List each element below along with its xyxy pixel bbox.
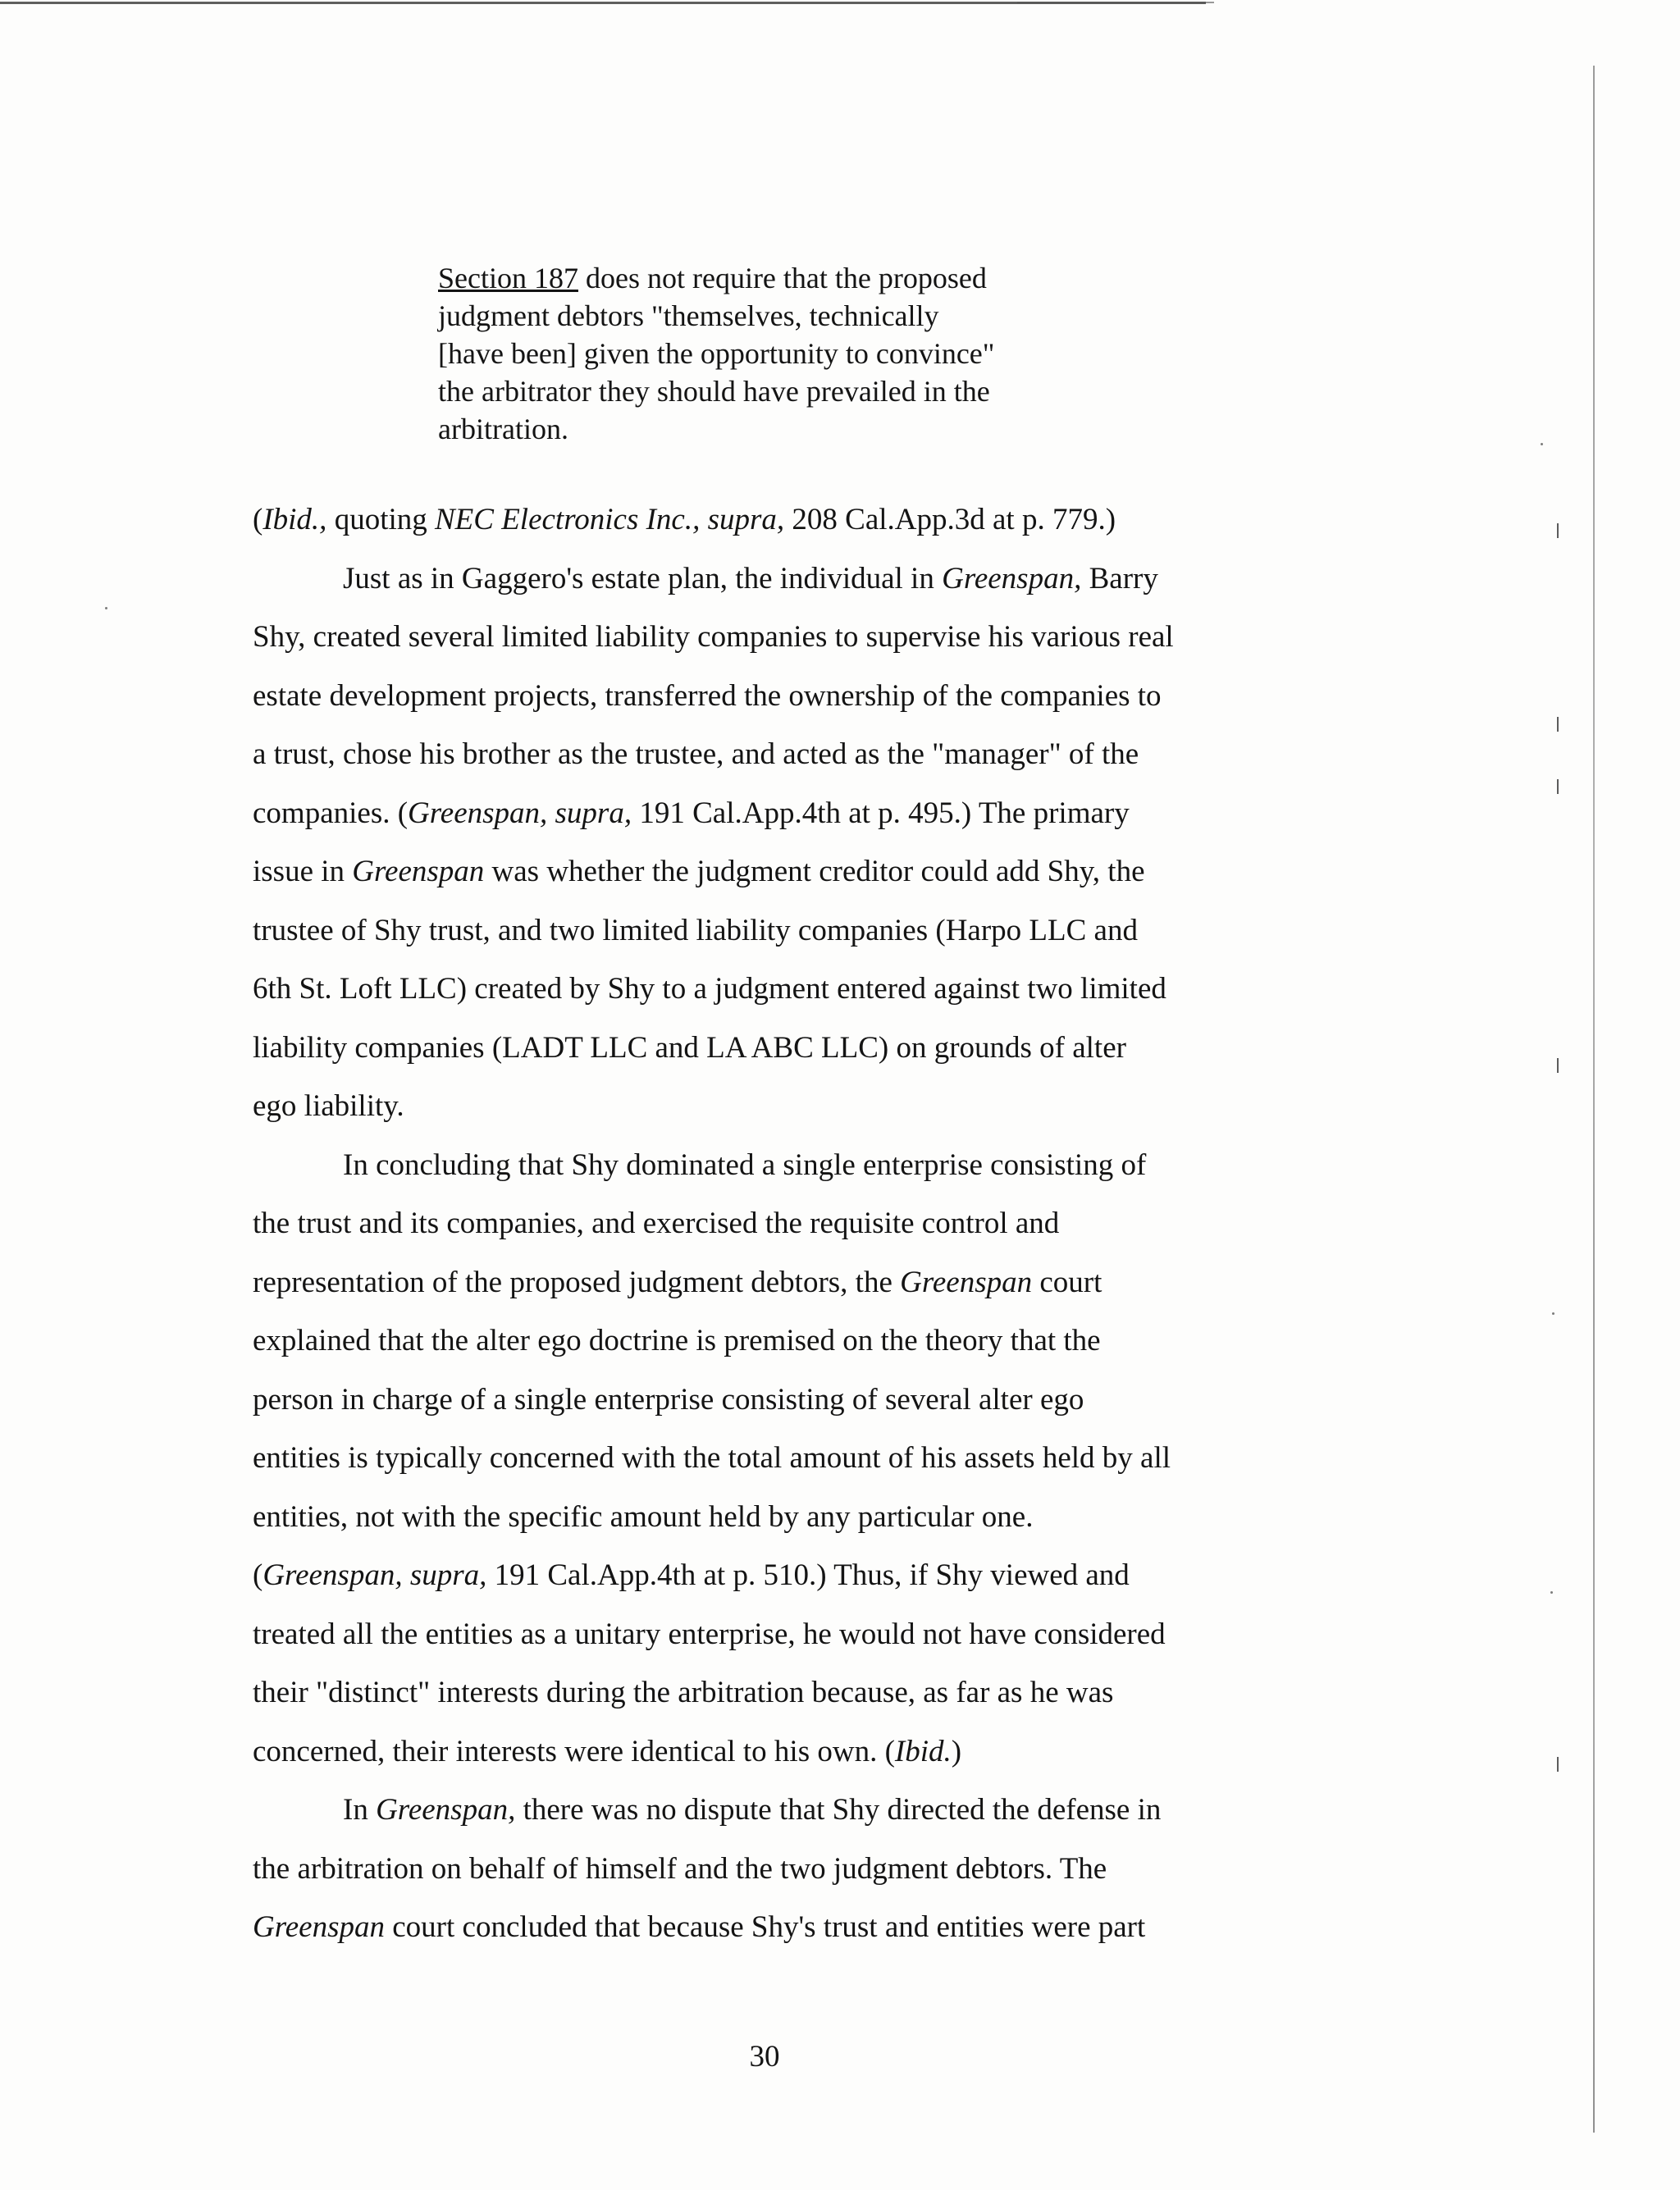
paragraph-line: estate development projects, transferred the ownership of the companies to	[253, 678, 1162, 713]
citation-line	[253, 490, 1319, 550]
scan-mark	[1541, 443, 1543, 445]
text-run: 191 Cal.App.4th at p. 510.) Thus, if Shy viewed and	[486, 1558, 1130, 1592]
paragraph-line: liability companies (LADT LLC and LA ABC LLC) on grounds of alter	[253, 1030, 1126, 1065]
paragraph-line: treated all the entities as a unitary enterprise, he would not have considered	[253, 1617, 1166, 1651]
paragraph-line: the trust and its companies, and exercised the requisite control and	[253, 1207, 1060, 1240]
case-name: NEC Electronics Inc., supra,	[435, 503, 785, 536]
quote-line: arbitration.	[438, 413, 568, 445]
text-run: representation of the proposed judgment debtors, the	[253, 1265, 901, 1299]
text-run: (	[253, 1558, 263, 1592]
page-number: 30	[749, 2040, 780, 2074]
case-name: Greenspan,	[376, 1793, 516, 1827]
text-run: 191 Cal.App.4th at p. 495.) The primary	[632, 796, 1130, 830]
scan-mark	[1557, 779, 1559, 794]
paragraph-line	[253, 1546, 1319, 1605]
statute-reference: Section 187	[438, 262, 578, 294]
scan-edge-line	[1017, 2, 1214, 3]
paragraph-line: ego liability.	[253, 1089, 404, 1123]
scan-mark	[1557, 717, 1559, 732]
paragraph-line: the arbitration on behalf of himself and the two judgment debtors. The	[253, 1851, 1107, 1886]
citation-text: (	[253, 503, 263, 536]
paragraph-line: a trust, chose his brother as the trustee, and acted as the "manager" of the	[253, 737, 1139, 771]
paragraph-line: In concluding that Shy dominated a single enterprise consisting of	[343, 1147, 1147, 1182]
text-run: )	[951, 1734, 962, 1768]
paragraph-line	[253, 1781, 1319, 1840]
text-run: companies. (	[253, 796, 409, 830]
citation-italic: Ibid.	[894, 1734, 952, 1768]
scan-mark	[105, 607, 107, 609]
case-name: Greenspan,	[942, 561, 1082, 595]
text-run: In	[343, 1793, 377, 1827]
case-name: Greenspan	[900, 1265, 1033, 1299]
quote-line: the arbitrator they should have prevailed in the	[438, 375, 990, 408]
quote-text: does not require that the proposed	[578, 262, 987, 294]
text-run: concerned, their interests were identical to his own. (	[253, 1734, 895, 1768]
paragraph-line: Shy, created several limited liability companies to supervise his various real	[253, 620, 1174, 654]
citation-italic: Ibid.,	[262, 503, 327, 536]
quote-line: [have been] given the opportunity to convince"	[438, 337, 995, 370]
scan-mark	[1557, 1058, 1559, 1073]
quote-line	[438, 259, 1094, 297]
text-run: there was no dispute that Shy directed the defense in	[515, 1793, 1162, 1827]
paragraph-line: entities, not with the specific amount held by any particular one.	[253, 1499, 1034, 1534]
citation-text: quoting	[326, 503, 435, 536]
body-text	[253, 490, 1319, 1957]
paragraph-line: person in charge of a single enterprise consisting of several alter ego	[253, 1382, 1084, 1417]
paragraph-line: 6th St. Loft LLC) created by Shy to a judgment entered against two limited	[253, 972, 1166, 1006]
text-run: Just as in Gaggero's estate plan, the individual in	[343, 561, 943, 595]
text-run: issue in	[253, 855, 353, 888]
paragraph-line	[253, 1898, 1319, 1957]
paragraph-line	[253, 842, 1319, 901]
paragraph-line: explained that the alter ego doctrine is premised on the theory that the	[253, 1324, 1101, 1357]
paragraph-line: their "distinct" interests during the arbitration because, as far as he was	[253, 1676, 1114, 1709]
paragraph-line: trustee of Shy trust, and two limited liability companies (Harpo LLC and	[253, 913, 1138, 947]
scan-mark	[1557, 523, 1559, 538]
text-run: was whether the judgment creditor could add Shy, the	[484, 855, 1145, 888]
case-name: Greenspan	[253, 1910, 385, 1944]
case-name: Greenspan	[352, 855, 485, 888]
quote-line: judgment debtors "themselves, technically	[438, 299, 939, 332]
scan-mark	[1550, 1591, 1553, 1594]
citation-text: 208 Cal.App.3d at p. 779.)	[784, 503, 1116, 536]
paragraph-line	[253, 550, 1319, 609]
text-run: Barry	[1081, 561, 1158, 595]
scan-mark	[1557, 1757, 1559, 1772]
paragraph-line: entities is typically concerned with the total amount of his assets held by all	[253, 1441, 1171, 1475]
paragraph-line	[253, 784, 1319, 843]
case-name: Greenspan, supra,	[408, 796, 632, 830]
case-name: Greenspan, supra,	[262, 1558, 487, 1592]
text-run: court concluded that because Shy's trust and entities were part	[385, 1910, 1146, 1944]
text-run: court	[1032, 1265, 1102, 1299]
paragraph-line	[253, 1253, 1319, 1312]
scan-edge-line	[1593, 66, 1595, 2133]
block-quote	[438, 259, 1094, 448]
scan-mark	[1552, 1312, 1554, 1315]
paragraph-line	[253, 1722, 1319, 1782]
